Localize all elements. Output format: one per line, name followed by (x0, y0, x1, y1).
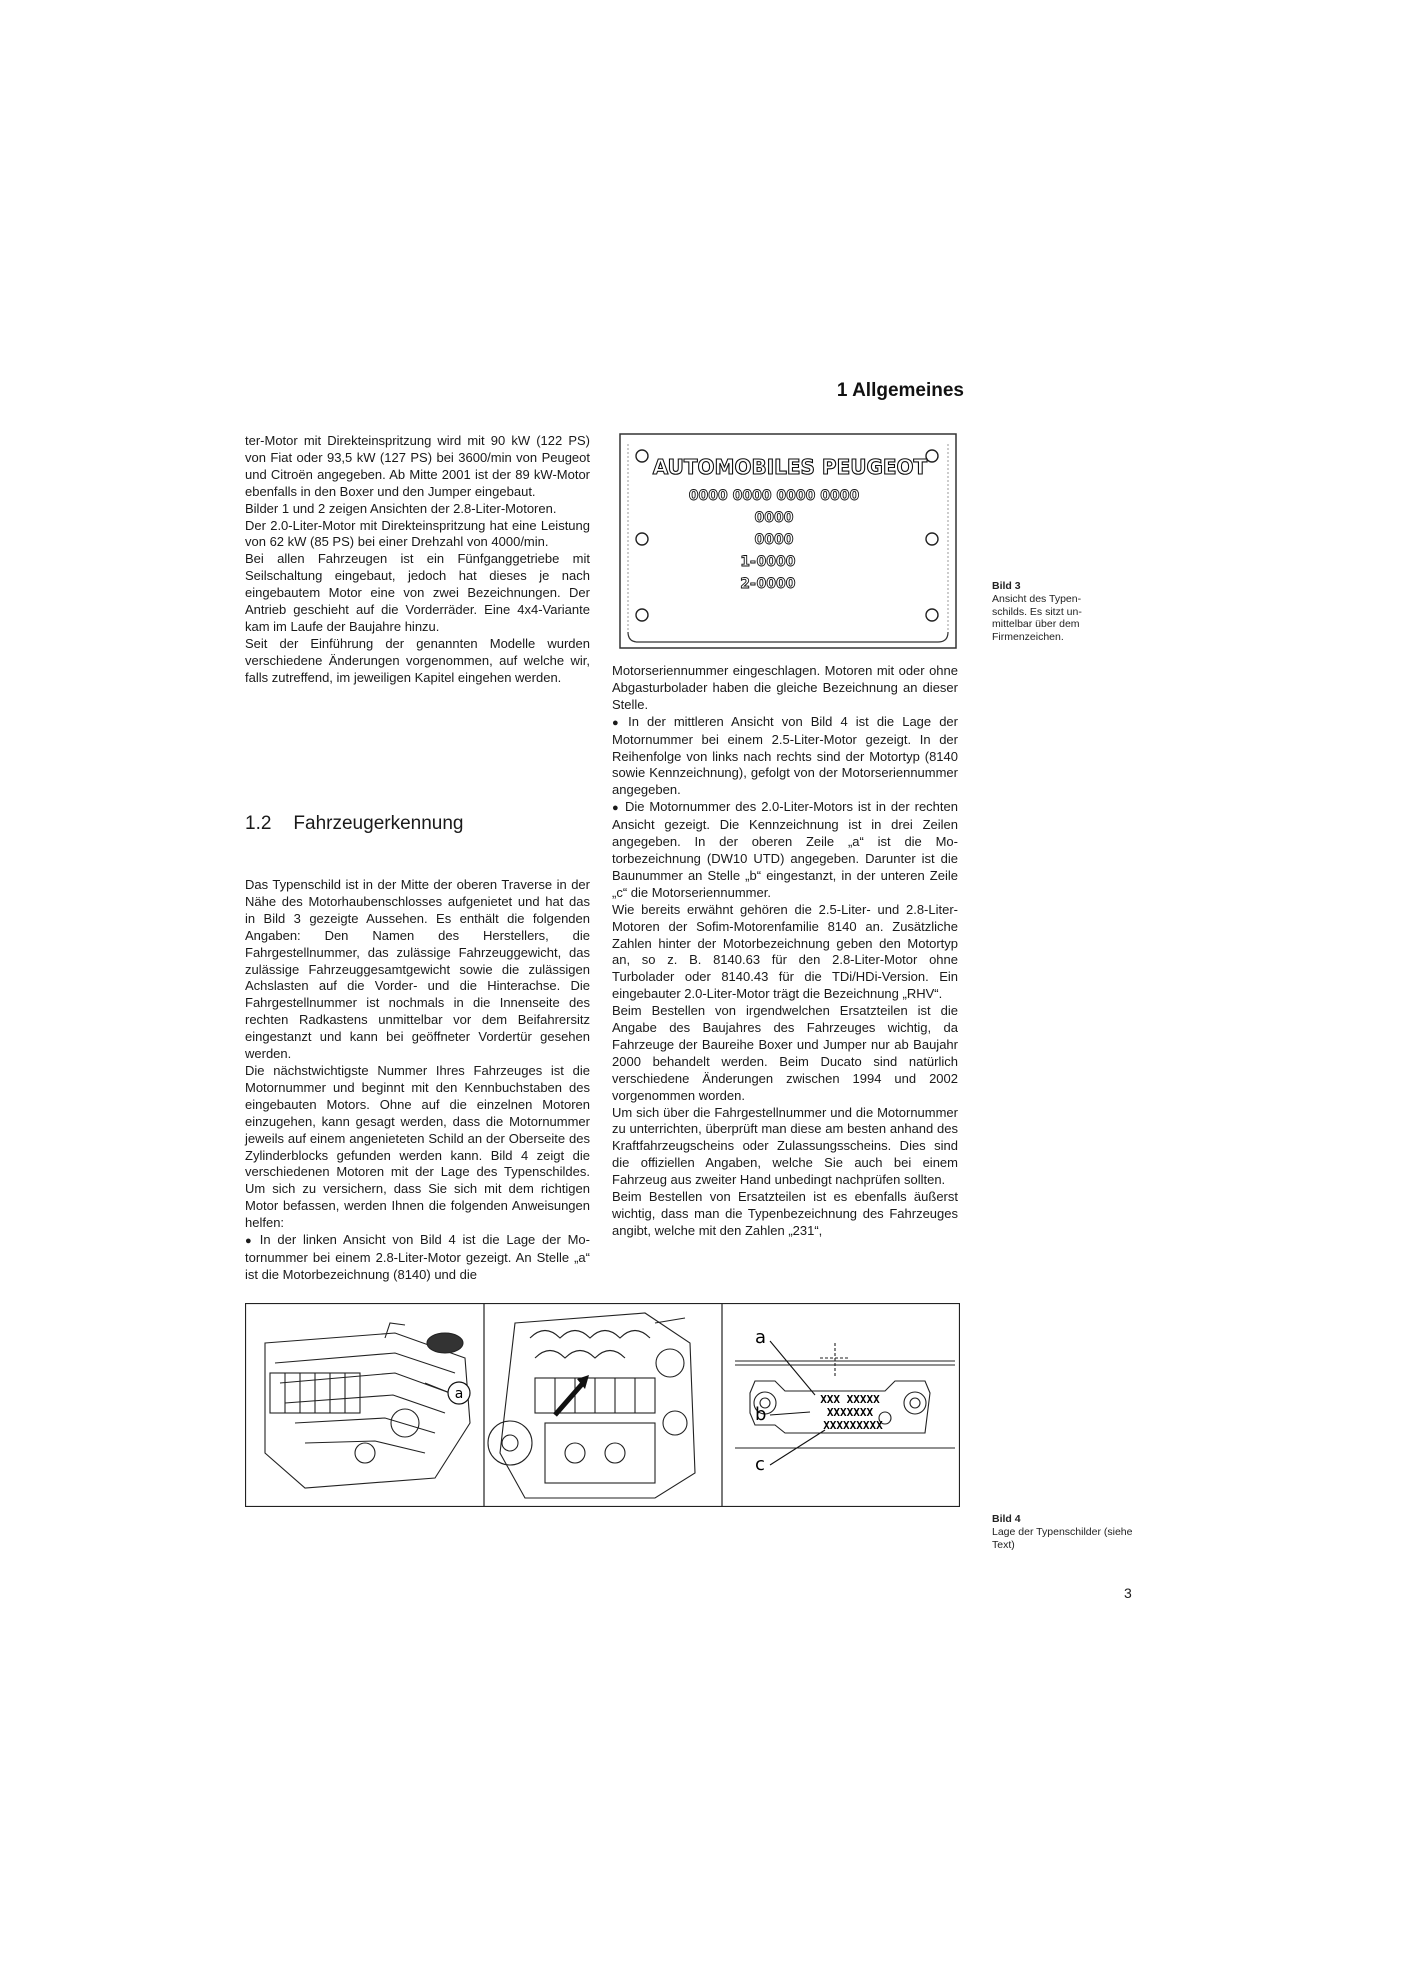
engine-2-8-drawing (265, 1323, 470, 1488)
paragraph: Seit der Einführung der genannten Modelle wurden verschiedene Änderungen vorgenommen, auf welche wir, falls zutreffend, im jeweiligen Kapitel eingehen werden. (245, 635, 590, 685)
rivet-hole (636, 450, 648, 462)
paragraph: Um sich über die Fahrgestellnummer und die Motornummer zu unterrichten, überprüft man diese am besten anhand des Kraftfahrzeugscheins oder Zulassungsscheins. Dies sind die offiziellen Angaben, welche Sie auch bei einem Fahrzeug aus zweiter Hand unbedingt nachprüfen sollten. (612, 1104, 958, 1188)
bullet-item: ● Die Motornummer des 2.0-Liter-Motors ist in der rechten Ansicht gezeigt. Die Kennzeichnung ist in drei Zeilen angegeben. In der oberen Zeile „a“ ist die Motorbezeichnung (DW10 UTD) angegeben. Darunter ist die Baunummer an Stelle „b“ eingestanzt, in der unteren Zeile „c“ die Motorseriennummer. (612, 799, 958, 901)
plate-line-prefix: 2- (740, 576, 756, 592)
paragraph: Das Typenschild ist in der Mitte der oberen Traverse in der Nähe des Motorhaubenschlosses aufgenietet und hat das in Bild 3 gezeigte Aussehen. Es enthält die folgenden Angaben: Den Namen des Herstellers, die Fahrgestellnummer, das zulässige Fahrzeuggewicht, das zulässige Fahrzeuggesamtgewicht sowie die zulässigen Achslasten auf die Vorder- und die Hinterachse. Die Fahrgestellnummer ist nochmals in die Innenseite des rechten Radkastens unmittelbar vor dem Beifahrersitz eingestanzt und kann bei geöffneter Vordertür gesehen werden. (245, 877, 590, 1062)
bullet-item: ● In der mittleren Ansicht von Bild 4 ist die Lage der Motornummer bei einem 2.5-Liter-Motor gezeigt. In der Reihenfolge von links nach rechts sind der Motortyp (8140 sowie Kennzeichnung), gefolgt von der Motorseriennummer angegeben. (612, 714, 958, 800)
plate-manufacturer: AUTOMOBILES PEUGEOT (652, 455, 928, 479)
middle-column (612, 663, 958, 1240)
label-c: c (755, 1454, 765, 1475)
plate-line: 0000 (756, 576, 796, 592)
label-b: b (755, 1404, 767, 1425)
type-plate-figure (614, 432, 962, 652)
section-title: Fahrzeugerkennung (293, 813, 464, 834)
paragraph: Bilder 1 und 2 zeigen Ansichten der 2.8-Liter-Motoren. (245, 500, 557, 516)
section-number: 1.2 (245, 813, 272, 834)
rivet-hole (636, 609, 648, 621)
paragraph: Beim Bestellen von irgendwelchen Ersatzteilen ist die Angabe des Baujahres des Fahrzeuges wichtig, da Fahrzeuge der Baureihe Boxer und Jumper nur ab Baujahr 2000 behandelt werden. Beim Ducato sind natürlich verschiedene Änderungen zwischen 1994 und 2002 vorgenommen worden. (612, 1003, 958, 1103)
figure3-caption (992, 580, 1112, 644)
paragraph: Die nächstwichtigste Nummer Ihres Fahrzeuges ist die Motornummer und beginnt mit den Kennbuchstaben des eingebauten Motors. Ohne auf die einzelnen Motoren einzugehen, kann gesagt werden, dass die Motornummer jeweils auf einem angenieteten Schild an der Oberseite des Zylinderblocks gefunden werden kann. Bild 4 zeigt die verschiedenen Motoren mit der Lage des Typenschildes. Um sich zu versichern, dass Sie sich mit dem richtigen Motor befassen, werden Ihnen die folgenden Anweisungen helfen: (245, 1062, 590, 1231)
engine-2-5-drawing (488, 1313, 695, 1498)
rivet-hole (636, 533, 648, 545)
plate-line-prefix: 1- (740, 554, 756, 570)
paragraph: Motorseriennummer eingeschlagen. Motoren mit oder ohne Abgasturbolader haben die gleiche Bezeichnung an dieser Stelle. (612, 663, 958, 712)
plate-line: 0000 (754, 532, 794, 548)
page-number: 3 (1124, 1585, 1132, 1601)
plate-line: 0000 (754, 510, 794, 526)
paragraph: Der 2.0-Liter-Motor mit Direkteinspritzung hat eine Leistung von 62 kW (85 PS) bei einer Drehzahl von 4000/min. (245, 517, 590, 550)
paragraph: ter-Motor mit Direkteinspritzung wird mit 90 kW (122 PS) von Fiat oder 93,5 kW (127 PS) bei 3600/min von Peugeot und Citroën angegeben. Ab Mitte 2001 ist der 89 kW-Motor ebenfalls in den Boxer und den Jumper eingebaut. (245, 433, 590, 499)
rivet-hole (926, 533, 938, 545)
label-a: a (755, 1327, 767, 1348)
left-column-intro (245, 433, 590, 687)
rivet-hole (926, 609, 938, 621)
plate-line: 0000 (756, 554, 796, 570)
callout-a-label: a (454, 1386, 464, 1402)
caption-label: Bild 3 (992, 580, 1021, 592)
stamp-line: XXX XXXXX (820, 1393, 880, 1406)
caption-text: Lage der Typenschilder (siehe Text) (992, 1525, 1133, 1551)
paragraph: Beim Bestellen von Ersatzteilen ist es ebenfalls äußerst wichtig, dass man die Typenbezeichnung des Fahrzeuges angibt, welche mit den Zahlen „231“, (612, 1189, 958, 1238)
rivet-hole (926, 450, 938, 462)
arrow-icon (555, 1383, 583, 1415)
paragraph: Bei allen Fahrzeugen ist ein Fünfganggetriebe mit Seilschaltung eingebaut, jedoch hat dieses je nach eingebautem Motor eine von zwei Bezeichnungen. Der Antrieb geschieht auf die Vorderräder. Eine 4x4-Variante kam im Laufe der Baujahre hinzu. (245, 551, 590, 634)
caption-label: Bild 4 (992, 1513, 1021, 1525)
figure4-caption (992, 1513, 1142, 1551)
engine-views-figure (245, 1303, 960, 1507)
plate-line: 0000 0000 0000 0000 (688, 488, 860, 504)
stamp-line: XXXXXXXXX (823, 1419, 883, 1432)
section-heading (245, 813, 464, 835)
chapter-title: 1 Allgemeines (836, 380, 964, 401)
paragraph: Wie bereits erwähnt gehören die 2.5-Liter- und 2.8-Liter-Motoren der Sofim-Motorenfamilie 8140 an. Zusätzliche Zahlen hinter der Motorbezeichnung geben den Motortyp an, so z. B. 8140.63 für den 2.8-Liter-Motor ohne Turbolader oder 8140.43 für die TDi/HDi-Version. Ein eingebauter 2.0-Liter-Motor trägt die Bezeichnung „RHV“. (612, 901, 958, 1002)
caption-text: Ansicht des Typenschilds. Es sitzt unmittelbar über dem Firmenzeichen. (992, 592, 1082, 644)
bullet-item: ● In der linken Ansicht von Bild 4 ist die Lage der Motornummer bei einem 2.8-Liter-Motor gezeigt. An Stelle „a“ ist die Motorbezeichnung (8140) und die (245, 1232, 590, 1284)
left-column-section (245, 877, 590, 1284)
stamp-line: XXXXXXX (826, 1406, 874, 1419)
